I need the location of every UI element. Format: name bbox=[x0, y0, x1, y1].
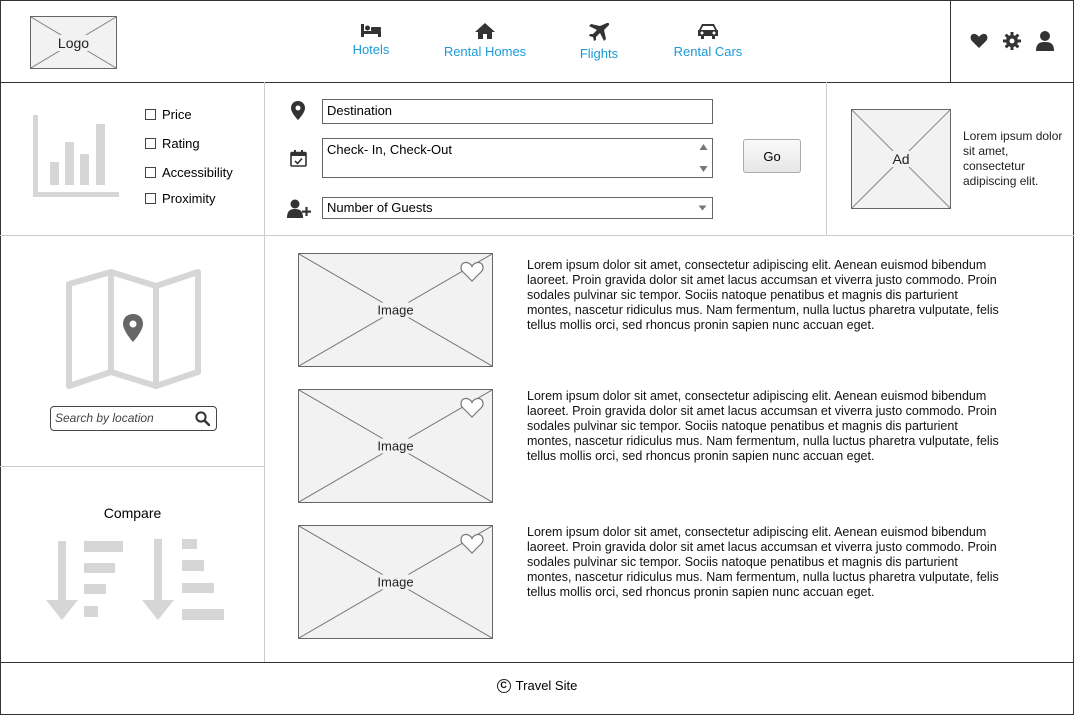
filter-proximity-label: Proximity bbox=[162, 191, 216, 206]
search-icon[interactable] bbox=[195, 411, 210, 426]
nav-flights-label: Flights bbox=[579, 46, 619, 61]
map-pin-icon bbox=[123, 314, 143, 342]
nav-hotels-label: Hotels bbox=[352, 42, 390, 57]
dates-value: Check- In, Check-Out bbox=[327, 142, 452, 157]
ad-placeholder[interactable] bbox=[851, 109, 951, 209]
filter-proximity[interactable] bbox=[145, 191, 215, 206]
dates-textarea[interactable] bbox=[322, 138, 713, 178]
filter-price-checkbox[interactable] bbox=[145, 109, 156, 120]
search-divider bbox=[0, 235, 1074, 236]
footer-divider bbox=[0, 662, 1074, 663]
nav-rental-cars[interactable] bbox=[668, 22, 748, 59]
favorite-heart-icon[interactable] bbox=[460, 261, 484, 283]
filter-rating-label: Rating bbox=[162, 136, 200, 151]
favorite-heart-icon[interactable] bbox=[460, 397, 484, 419]
compare-title: Compare bbox=[103, 505, 162, 521]
plane-icon bbox=[588, 22, 610, 42]
nav-hotels[interactable] bbox=[345, 22, 397, 57]
favorite-heart-icon[interactable] bbox=[460, 533, 484, 555]
filter-rating[interactable] bbox=[145, 136, 200, 151]
footer-text: Travel Site bbox=[515, 678, 578, 693]
ad-label: Ad bbox=[892, 151, 910, 167]
go-button[interactable]: Go bbox=[743, 139, 801, 173]
footer bbox=[0, 678, 1074, 693]
location-search[interactable] bbox=[50, 406, 217, 431]
copyright-icon: C bbox=[497, 679, 511, 693]
guests-select[interactable] bbox=[322, 197, 713, 219]
bar-chart-icon bbox=[33, 112, 119, 198]
location-search-input[interactable] bbox=[55, 411, 191, 425]
nav-flights[interactable] bbox=[574, 22, 624, 61]
location-pin-icon bbox=[291, 101, 305, 120]
listing-image-label: Image bbox=[377, 438, 414, 454]
nav-rental-homes[interactable] bbox=[440, 22, 530, 59]
header-actions-divider bbox=[950, 0, 951, 82]
car-icon bbox=[697, 22, 719, 40]
ad-text: Lorem ipsum dolor sit amet, consectetur adipiscing elit. bbox=[963, 129, 1063, 188]
sidebar-divider bbox=[264, 82, 265, 662]
destination-input[interactable] bbox=[322, 99, 713, 124]
home-icon bbox=[474, 22, 496, 40]
map-icon[interactable] bbox=[66, 269, 201, 389]
filter-price-label: Price bbox=[162, 107, 192, 122]
guests-value: Number of Guests bbox=[327, 200, 433, 215]
logo[interactable] bbox=[30, 16, 117, 69]
listing-image-label: Image bbox=[377, 574, 414, 590]
bed-icon bbox=[360, 22, 382, 38]
gear-icon[interactable] bbox=[1003, 32, 1021, 50]
listing-description: Lorem ipsum dolor sit amet, consectetur adipiscing elit. Aenean euismod bibendum laoreet. Proin gravida dolor sit amet lacus accumsan et viverra justo commodo. Proin sodales pulvinar sic tempor. Sociis natoque penatibus et magnis dis parturient montes, nascetur ridiculus mus. Nam fermentum, nulla luctus pharetra vulputate, felis tellus mollis orci, sed rhoncus pronin sapien nunc accuan eget. bbox=[527, 258, 999, 332]
user-icon[interactable] bbox=[1036, 30, 1054, 52]
listing-description: Lorem ipsum dolor sit amet, consectetur adipiscing elit. Aenean euismod bibendum laoreet. Proin gravida dolor sit amet lacus accumsan et viverra justo commodo. Proin sodales pulvinar sic tempor. Sociis natoque penatibus et magnis dis parturient montes, nascetur ridiculus mus. Nam fermentum, nulla luctus pharetra vulputate, felis tellus mollis orci, sed rhoncus pronin sapien nunc accuan eget. bbox=[527, 525, 999, 599]
nav-rental-homes-label: Rental Homes bbox=[443, 44, 527, 59]
chevron-down-icon bbox=[698, 205, 707, 211]
filter-proximity-checkbox[interactable] bbox=[145, 193, 156, 204]
scroll-arrows-icon[interactable] bbox=[699, 143, 708, 173]
logo-label: Logo bbox=[57, 34, 90, 51]
filter-price[interactable] bbox=[145, 107, 192, 122]
map-compare-divider bbox=[0, 466, 264, 467]
nav-rental-cars-label: Rental Cars bbox=[673, 44, 743, 59]
listing-description: Lorem ipsum dolor sit amet, consectetur adipiscing elit. Aenean euismod bibendum laoreet. Proin gravida dolor sit amet lacus accumsan et viverra justo commodo. Proin sodales pulvinar sic tempor. Sociis natoque penatibus et magnis dis parturient montes, nascetur ridiculus mus. Nam fermentum, nulla luctus pharetra vulputate, felis tellus mollis orci, sed rhoncus pronin sapien nunc accuan eget. bbox=[527, 389, 999, 463]
listing-image-label: Image bbox=[377, 302, 414, 318]
ad-divider bbox=[826, 82, 827, 235]
filter-accessibility[interactable] bbox=[145, 165, 233, 180]
header-divider bbox=[0, 82, 1074, 83]
destination-value: Destination bbox=[327, 103, 393, 118]
add-user-icon bbox=[287, 199, 311, 218]
filter-accessibility-checkbox[interactable] bbox=[145, 167, 156, 178]
filter-rating-checkbox[interactable] bbox=[145, 138, 156, 149]
filter-accessibility-label: Accessibility bbox=[162, 165, 233, 180]
heart-icon[interactable] bbox=[970, 33, 988, 49]
calendar-icon bbox=[290, 150, 307, 167]
sort-compare-icon[interactable] bbox=[46, 536, 226, 622]
